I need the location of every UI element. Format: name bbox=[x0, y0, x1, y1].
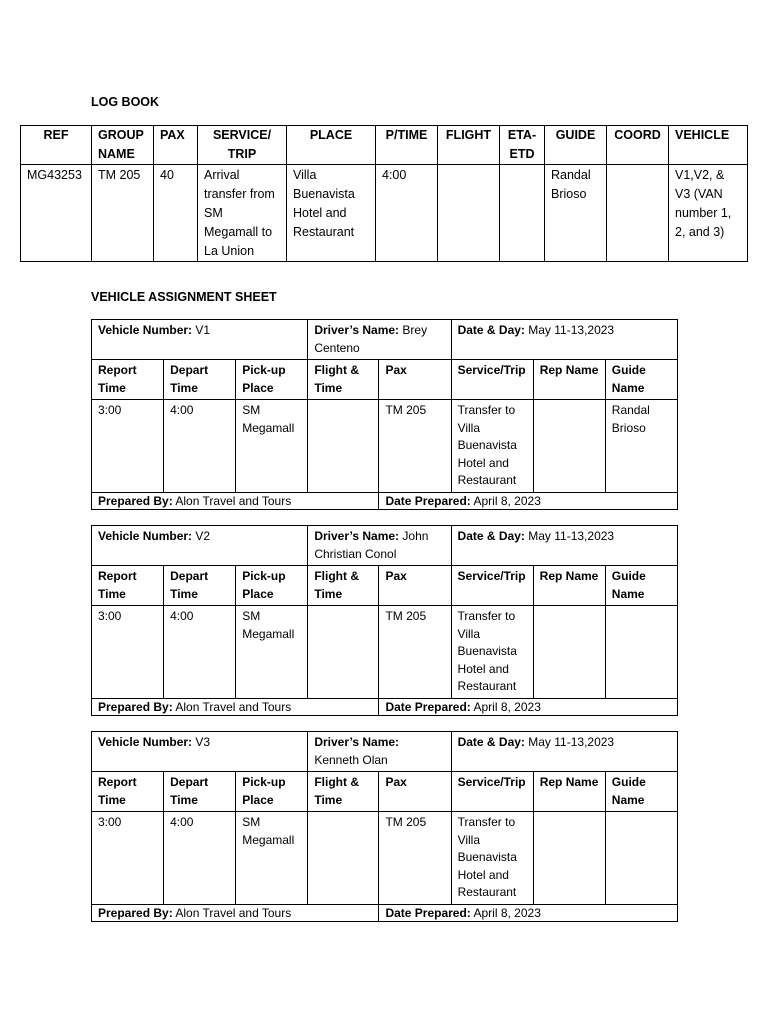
date-prepared-value: April 8, 2023 bbox=[473, 905, 541, 920]
vehicle-number-value: V3 bbox=[195, 735, 211, 749]
vehicle-number-cell bbox=[92, 732, 308, 772]
prepared-by-value: Alon Travel and Tours bbox=[175, 493, 292, 508]
logbook-cell-ptime: 4:00 bbox=[376, 165, 438, 262]
driver-name-cell bbox=[308, 320, 451, 360]
logbook-header-coord: COORD bbox=[607, 126, 669, 165]
header-pax: Pax bbox=[379, 772, 451, 812]
logbook-header-place: PLACE bbox=[287, 126, 376, 165]
header-guide-name: Guide Name bbox=[605, 360, 677, 400]
sheet-info-row bbox=[92, 526, 678, 566]
cell-service-trip: Transfer to Villa Buenavista Hotel and Restaurant bbox=[451, 400, 533, 493]
header-service-trip: Service/Trip bbox=[451, 566, 533, 606]
logbook-cell-place: Villa Buenavista Hotel and Restaurant bbox=[287, 165, 376, 262]
cell-rep-name bbox=[533, 812, 605, 905]
header-pickup-place: Pick-up Place bbox=[236, 566, 308, 606]
header-guide-name: Guide Name bbox=[605, 566, 677, 606]
cell-pax: TM 205 bbox=[379, 400, 451, 493]
logbook-cell-ref: MG43253 bbox=[21, 165, 92, 262]
logbook-header-guide: GUIDE bbox=[545, 126, 607, 165]
vehicle-number-label: Vehicle Number: bbox=[98, 323, 193, 337]
cell-depart-time: 4:00 bbox=[164, 400, 236, 493]
date-prepared-value: April 8, 2023 bbox=[473, 699, 541, 714]
header-guide-name: Guide Name bbox=[605, 772, 677, 812]
sheet-footer-row bbox=[92, 492, 678, 509]
sheet-info-row bbox=[92, 732, 678, 772]
header-pickup-place: Pick-up Place bbox=[236, 360, 308, 400]
header-rep-name: Rep Name bbox=[533, 566, 605, 606]
date-day-cell bbox=[451, 732, 677, 772]
header-pickup-place: Pick-up Place bbox=[236, 772, 308, 812]
cell-depart-time: 4:00 bbox=[164, 812, 236, 905]
prepared-by-value: Alon Travel and Tours bbox=[175, 699, 292, 714]
logbook-header-group-name: GROUP NAME bbox=[92, 126, 154, 165]
header-flight-time: Flight & Time bbox=[308, 566, 379, 606]
cell-flight-time bbox=[308, 400, 379, 493]
logbook-data-row bbox=[21, 165, 748, 262]
header-pax: Pax bbox=[379, 566, 451, 606]
date-day-cell bbox=[451, 526, 677, 566]
date-day-value: May 11-13,2023 bbox=[528, 735, 615, 749]
date-day-value: May 11-13,2023 bbox=[528, 529, 615, 543]
logbook-header-flight: FLIGHT bbox=[438, 126, 500, 165]
cell-pickup-place: SM Megamall bbox=[236, 400, 308, 493]
date-day-label: Date & Day: bbox=[457, 323, 525, 337]
logbook-header-ptime: P/TIME bbox=[376, 126, 438, 165]
driver-name-value: Kenneth Olan bbox=[314, 752, 388, 767]
cell-depart-time: 4:00 bbox=[164, 606, 236, 699]
sheet-header-row bbox=[92, 360, 678, 400]
cell-report-time: 3:00 bbox=[92, 400, 164, 493]
cell-service-trip: Transfer to Villa Buenavista Hotel and Restaurant bbox=[451, 606, 533, 699]
date-prepared-cell bbox=[379, 904, 678, 921]
prepared-by-label: Prepared By: bbox=[98, 699, 173, 714]
cell-flight-time bbox=[308, 606, 379, 699]
date-day-value: May 11-13,2023 bbox=[528, 323, 615, 337]
logbook-cell-vehicle: V1,V2, & V3 (VAN number 1, 2, and 3) bbox=[669, 165, 748, 262]
logbook-cell-group-name: TM 205 bbox=[92, 165, 154, 262]
sheet-footer-row bbox=[92, 904, 678, 921]
logbook-table bbox=[20, 125, 748, 262]
date-prepared-label: Date Prepared: bbox=[385, 699, 471, 714]
logbook-cell-service-trip: Arrival transfer from SM Megamall to La Union bbox=[198, 165, 287, 262]
header-service-trip: Service/Trip bbox=[451, 360, 533, 400]
sheet-info-row bbox=[92, 320, 678, 360]
date-day-label: Date & Day: bbox=[457, 529, 525, 543]
cell-guide-name bbox=[605, 812, 677, 905]
vehicle-assignment-sheet-1 bbox=[91, 319, 678, 510]
sheet-data-row bbox=[92, 606, 678, 699]
sheet-data-row bbox=[92, 812, 678, 905]
cell-pax: TM 205 bbox=[379, 606, 451, 699]
date-day-label: Date & Day: bbox=[457, 735, 525, 749]
cell-guide-name bbox=[605, 606, 677, 699]
cell-service-trip: Transfer to Villa Buenavista Hotel and Restaurant bbox=[451, 812, 533, 905]
header-report-time: Report Time bbox=[92, 360, 164, 400]
cell-flight-time bbox=[308, 812, 379, 905]
logbook-header-pax: PAX bbox=[154, 126, 198, 165]
cell-pickup-place: SM Megamall bbox=[236, 812, 308, 905]
header-report-time: Report Time bbox=[92, 772, 164, 812]
sheet-header-row bbox=[92, 566, 678, 606]
cell-rep-name bbox=[533, 400, 605, 493]
sheet-header-row bbox=[92, 772, 678, 812]
cell-pickup-place: SM Megamall bbox=[236, 606, 308, 699]
vehicle-number-value: V2 bbox=[195, 529, 211, 543]
logbook-header-eta-etd: ETA-ETD bbox=[500, 126, 545, 165]
vehicle-number-label: Vehicle Number: bbox=[98, 529, 193, 543]
vehicle-number-cell bbox=[92, 320, 308, 360]
driver-name-cell bbox=[308, 732, 451, 772]
date-prepared-label: Date Prepared: bbox=[385, 493, 471, 508]
header-report-time: Report Time bbox=[92, 566, 164, 606]
vas-title: VEHICLE ASSIGNMENT SHEET bbox=[91, 290, 277, 304]
header-pax: Pax bbox=[379, 360, 451, 400]
header-depart-time: Depart Time bbox=[164, 772, 236, 812]
header-depart-time: Depart Time bbox=[164, 566, 236, 606]
header-service-trip: Service/Trip bbox=[451, 772, 533, 812]
date-prepared-cell bbox=[379, 492, 678, 509]
driver-name-label: Driver’s Name: bbox=[314, 735, 400, 749]
cell-guide-name: Randal Brioso bbox=[605, 400, 677, 493]
logbook-cell-flight bbox=[438, 165, 500, 262]
sheet-footer-row bbox=[92, 698, 678, 715]
logbook-header-vehicle: VEHICLE bbox=[669, 126, 748, 165]
prepared-by-cell bbox=[92, 698, 379, 715]
header-flight-time: Flight & Time bbox=[308, 772, 379, 812]
logbook-cell-guide: Randal Brioso bbox=[545, 165, 607, 262]
cell-report-time: 3:00 bbox=[92, 812, 164, 905]
header-depart-time: Depart Time bbox=[164, 360, 236, 400]
prepared-by-value: Alon Travel and Tours bbox=[175, 905, 292, 920]
logbook-cell-coord bbox=[607, 165, 669, 262]
date-prepared-cell bbox=[379, 698, 678, 715]
date-prepared-value: April 8, 2023 bbox=[473, 493, 541, 508]
logbook-header-row bbox=[21, 126, 748, 165]
prepared-by-label: Prepared By: bbox=[98, 493, 173, 508]
header-flight-time: Flight & Time bbox=[308, 360, 379, 400]
logbook-cell-eta-etd bbox=[500, 165, 545, 262]
cell-rep-name bbox=[533, 606, 605, 699]
cell-report-time: 3:00 bbox=[92, 606, 164, 699]
driver-name-label: Driver’s Name: bbox=[314, 323, 400, 337]
vehicle-number-label: Vehicle Number: bbox=[98, 735, 193, 749]
logbook-cell-pax: 40 bbox=[154, 165, 198, 262]
header-rep-name: Rep Name bbox=[533, 772, 605, 812]
driver-name-label: Driver’s Name: bbox=[314, 529, 400, 543]
header-rep-name: Rep Name bbox=[533, 360, 605, 400]
sheet-data-row bbox=[92, 400, 678, 493]
driver-name-value: John Christian Conol bbox=[314, 529, 429, 561]
date-prepared-label: Date Prepared: bbox=[385, 905, 471, 920]
prepared-by-label: Prepared By: bbox=[98, 905, 173, 920]
vehicle-number-value: V1 bbox=[195, 323, 211, 337]
logbook-title: LOG BOOK bbox=[91, 95, 160, 109]
vehicle-number-cell bbox=[92, 526, 308, 566]
driver-name-cell bbox=[308, 526, 451, 566]
logbook-header-ref: REF bbox=[21, 126, 92, 165]
logbook-header-service-trip: SERVICE/ TRIP bbox=[198, 126, 287, 165]
driver-name-value: Brey Centeno bbox=[314, 323, 428, 355]
vehicle-assignment-sheet-2 bbox=[91, 525, 678, 716]
prepared-by-cell bbox=[92, 492, 379, 509]
cell-pax: TM 205 bbox=[379, 812, 451, 905]
prepared-by-cell bbox=[92, 904, 379, 921]
vehicle-assignment-sheet-3 bbox=[91, 731, 678, 922]
date-day-cell bbox=[451, 320, 677, 360]
